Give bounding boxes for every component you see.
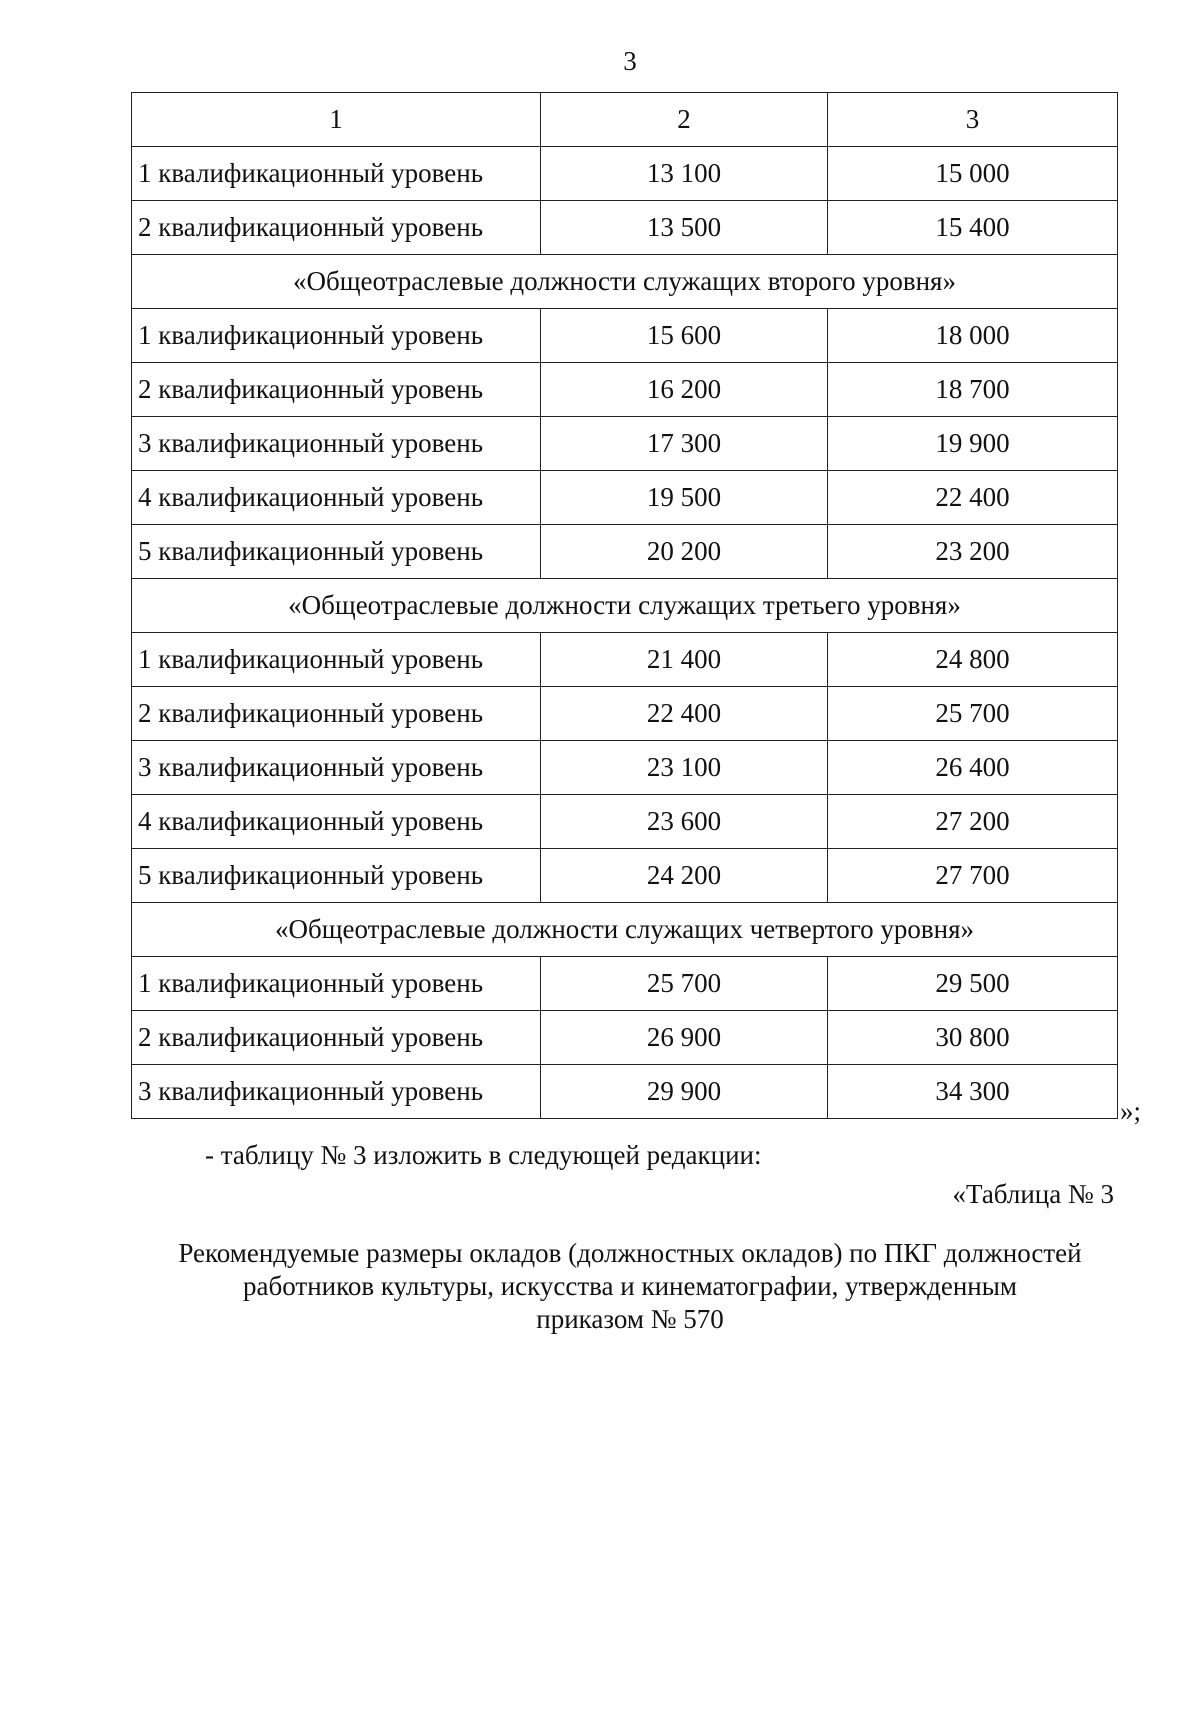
- table-row: [132, 417, 1118, 471]
- table-row: [132, 795, 1118, 849]
- level-cell: 1 квалификационный уровень: [132, 147, 541, 201]
- value-cell: 30 800: [828, 1011, 1118, 1065]
- column-header: 2: [541, 93, 828, 147]
- value-cell: 17 300: [541, 417, 828, 471]
- instruction-text: - таблицу № 3 изложить в следующей редакции:: [205, 1140, 762, 1170]
- level-cell: 5 квалификационный уровень: [132, 849, 541, 903]
- table-row: [132, 363, 1118, 417]
- level-cell: 3 квалификационный уровень: [132, 741, 541, 795]
- table-row: [132, 1011, 1118, 1065]
- value-cell: 18 000: [828, 309, 1118, 363]
- value-cell: 13 100: [541, 147, 828, 201]
- table-row: [132, 687, 1118, 741]
- title-line: работников культуры, искусства и кинематографии, утвержденным: [243, 1271, 1017, 1301]
- table-header-row: [132, 93, 1118, 147]
- level-cell: 1 квалификационный уровень: [132, 957, 541, 1011]
- table-row: [132, 633, 1118, 687]
- table-row: [132, 957, 1118, 1011]
- section-row: [132, 903, 1118, 957]
- value-cell: 19 900: [828, 417, 1118, 471]
- value-cell: 15 000: [828, 147, 1118, 201]
- section-title: «Общеотраслевые должности служащих четвертого уровня»: [132, 903, 1118, 957]
- level-cell: 2 квалификационный уровень: [132, 363, 541, 417]
- table-row: [132, 201, 1118, 255]
- value-cell: 22 400: [828, 471, 1118, 525]
- value-cell: 26 900: [541, 1011, 828, 1065]
- level-cell: 1 квалификационный уровень: [132, 309, 541, 363]
- document-title: [120, 1237, 1140, 1336]
- column-header: 3: [828, 93, 1118, 147]
- value-cell: 19 500: [541, 471, 828, 525]
- table-row: [132, 849, 1118, 903]
- level-cell: 4 квалификационный уровень: [132, 795, 541, 849]
- section-row: [132, 579, 1118, 633]
- value-cell: 15 400: [828, 201, 1118, 255]
- table-row: [132, 471, 1118, 525]
- value-cell: 23 200: [828, 525, 1118, 579]
- table-row: [132, 309, 1118, 363]
- section-row: [132, 255, 1118, 309]
- table-row: [132, 525, 1118, 579]
- closing-quote: »;: [1120, 1096, 1142, 1126]
- title-line: приказом № 570: [536, 1304, 724, 1334]
- value-cell: 29 500: [828, 957, 1118, 1011]
- value-cell: 21 400: [541, 633, 828, 687]
- value-cell: 26 400: [828, 741, 1118, 795]
- table-row: [132, 1065, 1118, 1119]
- value-cell: 29 900: [541, 1065, 828, 1119]
- level-cell: 2 квалификационный уровень: [132, 687, 541, 741]
- column-header: 1: [132, 93, 541, 147]
- title-line: Рекомендуемые размеры окладов (должностных окладов) по ПКГ должностей: [178, 1238, 1082, 1268]
- value-cell: 27 200: [828, 795, 1118, 849]
- table-row: [132, 147, 1118, 201]
- value-cell: 23 100: [541, 741, 828, 795]
- level-cell: 3 квалификационный уровень: [132, 1065, 541, 1119]
- section-title: «Общеотраслевые должности служащих второго уровня»: [132, 255, 1118, 309]
- value-cell: 20 200: [541, 525, 828, 579]
- level-cell: 2 квалификационный уровень: [132, 201, 541, 255]
- value-cell: 24 800: [828, 633, 1118, 687]
- value-cell: 23 600: [541, 795, 828, 849]
- section-title: «Общеотраслевые должности служащих третьего уровня»: [132, 579, 1118, 633]
- value-cell: 24 200: [541, 849, 828, 903]
- value-cell: 34 300: [828, 1065, 1118, 1119]
- level-cell: 4 квалификационный уровень: [132, 471, 541, 525]
- table-caption: «Таблица № 3: [952, 1179, 1114, 1209]
- value-cell: 13 500: [541, 201, 828, 255]
- level-cell: 3 квалификационный уровень: [132, 417, 541, 471]
- level-cell: 1 квалификационный уровень: [132, 633, 541, 687]
- table-row: [132, 741, 1118, 795]
- salary-table: [131, 92, 1118, 1119]
- value-cell: 25 700: [828, 687, 1118, 741]
- page-number: 3: [623, 46, 637, 76]
- value-cell: 27 700: [828, 849, 1118, 903]
- level-cell: 2 квалификационный уровень: [132, 1011, 541, 1065]
- level-cell: 5 квалификационный уровень: [132, 525, 541, 579]
- value-cell: 18 700: [828, 363, 1118, 417]
- value-cell: 15 600: [541, 309, 828, 363]
- value-cell: 16 200: [541, 363, 828, 417]
- value-cell: 25 700: [541, 957, 828, 1011]
- value-cell: 22 400: [541, 687, 828, 741]
